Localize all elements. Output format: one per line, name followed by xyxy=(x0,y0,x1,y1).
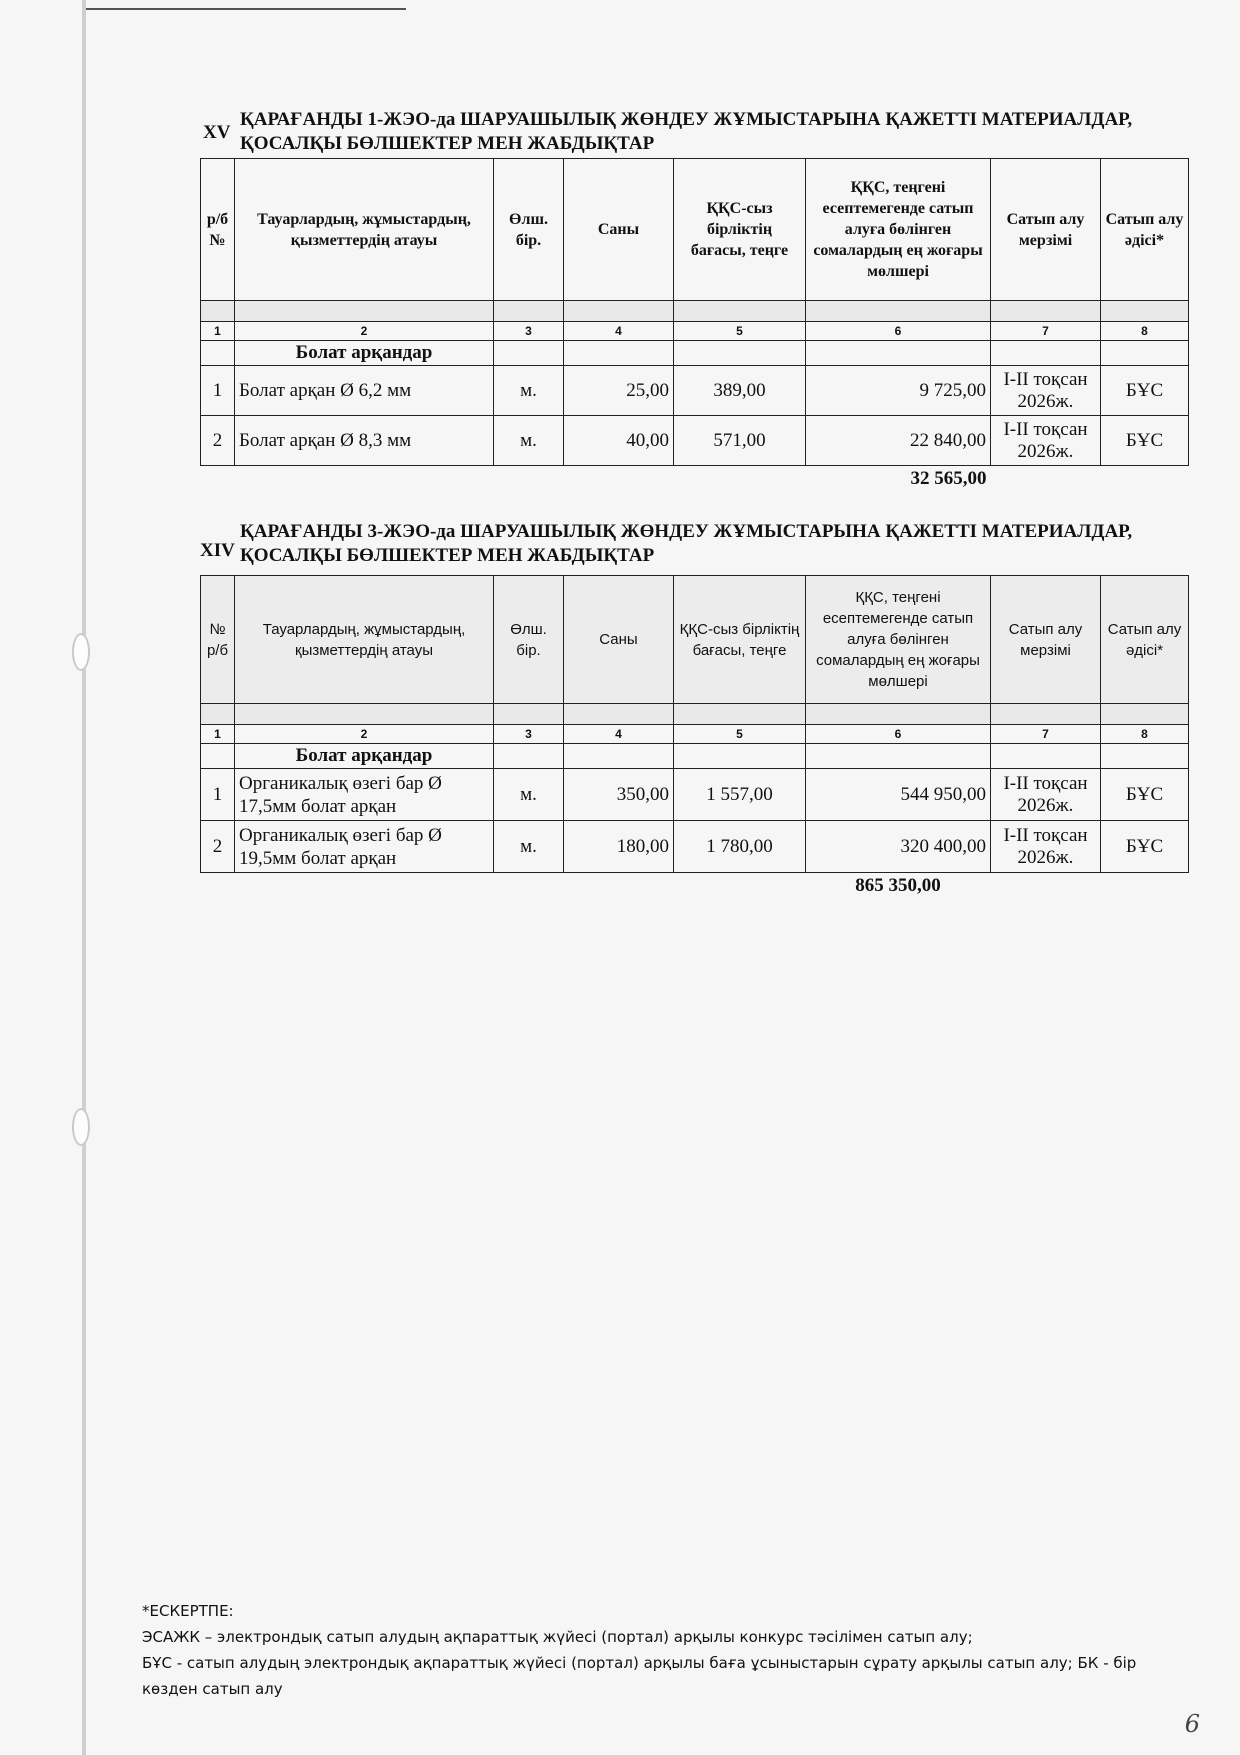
row-number: 2 xyxy=(201,416,235,466)
item-amount: 544 950,00 xyxy=(806,769,991,821)
header-spacer-row xyxy=(201,301,1189,322)
total-row xyxy=(201,466,1189,493)
col-header: Өлш. бір. xyxy=(494,159,564,301)
item-price: 1 557,00 xyxy=(674,769,806,821)
col-header: Сатып алу әдісі* xyxy=(1101,159,1189,301)
item-method: БҰС xyxy=(1101,416,1189,466)
table-row xyxy=(201,769,1189,821)
column-number: 4 xyxy=(564,725,674,744)
col-header: Саны xyxy=(564,576,674,704)
row-number: 1 xyxy=(201,366,235,416)
group-row xyxy=(201,341,1189,366)
row-number: 1 xyxy=(201,769,235,821)
group-label: Болат арқандар xyxy=(235,341,494,366)
total-row xyxy=(201,873,1189,900)
scan-edge xyxy=(82,0,86,1755)
item-qty: 25,00 xyxy=(564,366,674,416)
item-price: 1 780,00 xyxy=(674,821,806,873)
footnote-line: БҰС - сатып алудың электрондық ақпараттық жүйесі (портал) арқылы баға ұсыныстарын сұрату арқылы сатып алу; БК - бір көзден сатып алу xyxy=(142,1654,1137,1698)
item-unit: м. xyxy=(494,769,564,821)
col-header: Тауарлардың, жұмыстардың, қызметтердің атауы xyxy=(235,159,494,301)
col-header: № р/б xyxy=(201,576,235,704)
column-number: 7 xyxy=(991,322,1101,341)
section1-title-line1: ҚАРАҒАНДЫ 1-ЖЭО-да ШАРУАШЫЛЫҚ ЖӨНДЕУ ЖҰМЫСТАРЫНА ҚАЖЕТТІ МАТЕРИАЛДАР, xyxy=(240,109,1133,130)
item-qty: 350,00 xyxy=(564,769,674,821)
col-header: ҚҚС-сыз бірліктің бағасы, теңге xyxy=(674,159,806,301)
col-header: Өлш. бір. xyxy=(494,576,564,704)
column-number: 2 xyxy=(235,322,494,341)
item-price: 389,00 xyxy=(674,366,806,416)
item-method: БҰС xyxy=(1101,366,1189,416)
column-number: 4 xyxy=(564,322,674,341)
column-number: 6 xyxy=(806,322,991,341)
column-number: 5 xyxy=(674,725,806,744)
scan-top-line xyxy=(86,8,406,10)
item-unit: м. xyxy=(494,821,564,873)
column-number: 5 xyxy=(674,322,806,341)
col-header: Саны xyxy=(564,159,674,301)
item-qty: 180,00 xyxy=(564,821,674,873)
section1-title xyxy=(240,108,1140,156)
column-number-row xyxy=(201,322,1189,341)
section-total: 32 565,00 xyxy=(910,468,987,489)
group-row xyxy=(201,744,1189,769)
col-header: Сатып алу мерзімі xyxy=(991,576,1101,704)
column-number: 8 xyxy=(1101,725,1189,744)
footnote-line: ЭСАЖК – электрондық сатып алудың ақпараттық жүйесі (портал) арқылы конкурс тәсілімен сатып алу; xyxy=(142,1628,973,1646)
col-header: Сатып алу мерзімі xyxy=(991,159,1101,301)
column-number: 1 xyxy=(201,725,235,744)
item-method: БҰС xyxy=(1101,821,1189,873)
col-header: ҚҚС, теңгені есептемегенде сатып алуға бөлінген сомалардың ең жоғары мөлшері xyxy=(806,576,991,704)
column-number: 7 xyxy=(991,725,1101,744)
group-label: Болат арқандар xyxy=(235,744,494,769)
item-unit: м. xyxy=(494,366,564,416)
item-name: Органикалық өзегі бар Ø 19,5мм болат арқан xyxy=(235,821,494,873)
item-method: БҰС xyxy=(1101,769,1189,821)
item-period: I-II тоқсан 2026ж. xyxy=(991,769,1101,821)
table-row xyxy=(201,821,1189,873)
footnote xyxy=(142,1598,1142,1702)
col-header: Тауарлардың, жұмыстардың, қызметтердің атауы xyxy=(235,576,494,704)
punch-hole xyxy=(72,1108,90,1146)
item-period: I-II тоқсан 2026ж. xyxy=(991,821,1101,873)
column-number: 3 xyxy=(494,725,564,744)
header-spacer-row xyxy=(201,704,1189,725)
item-name: Органикалық өзегі бар Ø 17,5мм болат арқан xyxy=(235,769,494,821)
item-price: 571,00 xyxy=(674,416,806,466)
footnote-title: *ЕСКЕРТПЕ: xyxy=(142,1602,234,1620)
item-period: I-II тоқсан 2026ж. xyxy=(991,416,1101,466)
col-header: Сатып алу әдісі* xyxy=(1101,576,1189,704)
column-number: 6 xyxy=(806,725,991,744)
column-number-row xyxy=(201,725,1189,744)
section1-title-line2: ҚОСАЛҚЫ БӨЛШЕКТЕР МЕН ЖАБДЫҚТАР xyxy=(240,133,655,154)
item-amount: 9 725,00 xyxy=(806,366,991,416)
item-period: I-II тоқсан 2026ж. xyxy=(991,366,1101,416)
table-header-row xyxy=(201,576,1189,704)
column-number: 8 xyxy=(1101,322,1189,341)
column-number: 3 xyxy=(494,322,564,341)
item-amount: 320 400,00 xyxy=(806,821,991,873)
table-row xyxy=(201,416,1189,466)
section2-title-line1: ҚАРАҒАНДЫ 3-ЖЭО-да ШАРУАШЫЛЫҚ ЖӨНДЕУ ЖҰМЫСТАРЫНА ҚАЖЕТТІ МАТЕРИАЛДАР, xyxy=(240,521,1133,542)
col-header: ҚҚС-сыз бірліктің бағасы, теңге xyxy=(674,576,806,704)
section2-number: XIV xyxy=(200,540,235,561)
page-number: 6 xyxy=(1184,1710,1200,1738)
section-total: 865 350,00 xyxy=(855,875,941,896)
table-row xyxy=(201,366,1189,416)
row-number: 2 xyxy=(201,821,235,873)
table-header-row xyxy=(201,159,1189,301)
item-unit: м. xyxy=(494,416,564,466)
punch-hole xyxy=(72,633,90,671)
section1-number: XV xyxy=(203,122,231,143)
item-amount: 22 840,00 xyxy=(806,416,991,466)
column-number: 1 xyxy=(201,322,235,341)
col-header: ҚҚС, теңгені есептемегенде сатып алуға бөлінген сомалардың ең жоғары мөлшері xyxy=(806,159,991,301)
column-number: 2 xyxy=(235,725,494,744)
col-header: р/б № xyxy=(201,159,235,301)
section2-table xyxy=(200,575,1189,899)
section2-title-line2: ҚОСАЛҚЫ БӨЛШЕКТЕР МЕН ЖАБДЫҚТАР xyxy=(240,545,655,566)
section2-title xyxy=(240,520,1140,568)
item-name: Болат арқан Ø 8,3 мм xyxy=(235,416,494,466)
item-qty: 40,00 xyxy=(564,416,674,466)
section1-table xyxy=(200,158,1189,492)
item-name: Болат арқан Ø 6,2 мм xyxy=(235,366,494,416)
